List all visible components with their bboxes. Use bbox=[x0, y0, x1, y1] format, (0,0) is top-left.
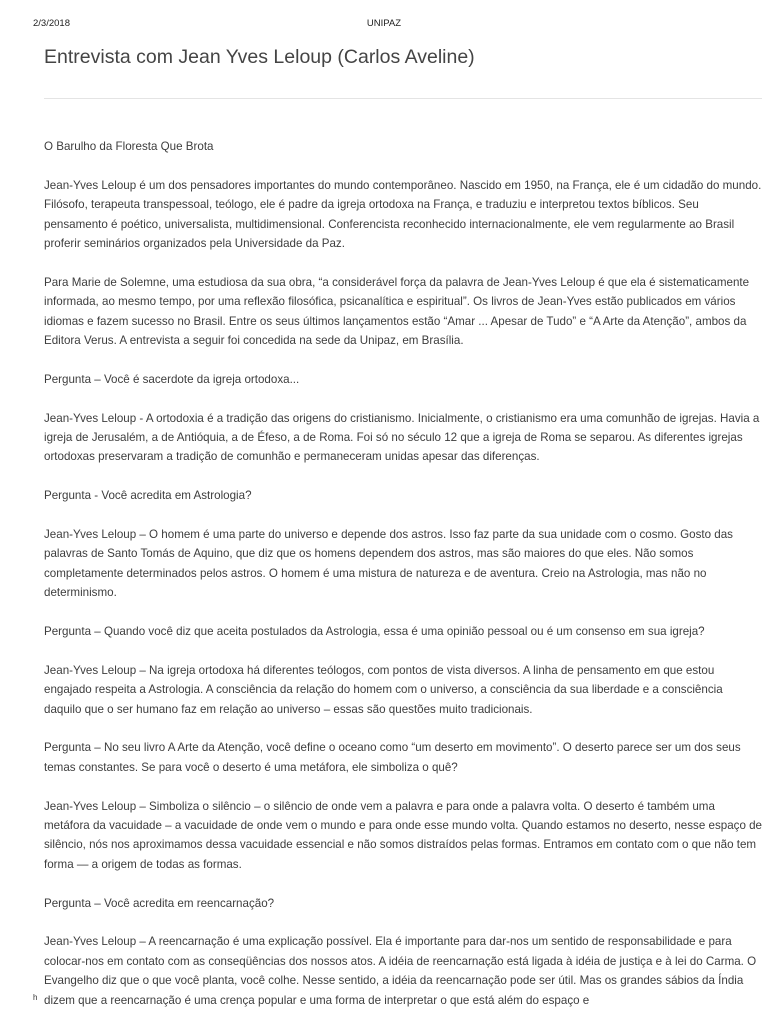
page-title: Entrevista com Jean Yves Leloup (Carlos Aveline) bbox=[44, 46, 475, 68]
interview-question: Pergunta – No seu livro A Arte da Atenção, você define o oceano como “um deserto em movimento”. O deserto parece ser um dos seus temas constantes. Se para você o deserto é uma metáfora, ele simboliza o quê? bbox=[44, 741, 741, 774]
interview-question: Pergunta – Você é sacerdote da igreja ortodoxa... bbox=[44, 372, 300, 386]
article-subtitle: O Barulho da Floresta Que Brota bbox=[44, 140, 214, 153]
interview-question: Pergunta - Você acredita em Astrologia? bbox=[44, 489, 252, 503]
article-body bbox=[44, 137, 762, 1029]
print-header bbox=[0, 18, 768, 32]
interview-question: Pergunta – Você acredita em reencarnação? bbox=[44, 896, 275, 910]
page-marker: h bbox=[33, 993, 38, 1002]
interview-answer: Jean-Yves Leloup – A reencarnação é uma explicação possível. Ela é importante para dar-nos um sentido de responsabilidade e para colocar-nos em contato com as conseqüências dos nossos atos. A idéia de reencarnação está ligada à idéia de justiça e à lei do Carma. O Evangelho diz que o que você planta, você colhe. Nesse sentido, a idéia da reencarnação pode ser útil. Mas os grandes sábios da Índia dizem que a reencarnação é uma crença popular e uma forma de interpretar o que está além do espaço e bbox=[44, 935, 757, 1007]
intro-paragraph: Para Marie de Solemne, uma estudiosa da sua obra, “a considerável força da palavra de Jean-Yves Leloup é que ela é sistematicamente informada, ao mesmo tempo, por uma reflexão filosófica, psicanalítica e espiritual”. Os livros de Jean-Yves estão publicados em vários idiomas e fazem sucesso no Brasil. Entre os seus últimos lançamentos estão “Amar ... Apesar de Tudo” e “A Arte da Atenção”, ambos da Editora Verus. A entrevista a seguir foi concedida na sede da Unipaz, em Brasília. bbox=[44, 275, 750, 348]
print-date: 2/3/2018 bbox=[33, 18, 70, 29]
interview-answer: Jean-Yves Leloup - A ortodoxia é a tradição das origens do cristianismo. Inicialmente, o cristianismo era uma comunhão de igrejas. Havia a igreja de Jerusalém, a de Antióquia, a de Éfeso, a de Roma. Foi só no século 12 que a igreja de Roma se separou. As diferentes igrejas ortodoxas preservaram a tradição de comunhão e permaneceram unidas apesar das diferenças. bbox=[44, 411, 760, 464]
interview-answer: Jean-Yves Leloup – O homem é uma parte do universo e depende dos astros. Isso faz parte da sua unidade com o cosmo. Gosto das palavras de Santo Tomás de Aquino, que diz que os homens dependem dos astros, mas são maiores do que eles. Não somos completamente determinados pelos astros. O homem é uma mistura de natureza e de aventura. Creio na Astrologia, mas não no determinismo. bbox=[44, 528, 733, 600]
intro-paragraph: Jean-Yves Leloup é um dos pensadores importantes do mundo contemporâneo. Nascido em 1950, na França, ele é um cidadão do mundo. Filósofo, terapeuta transpessoal, teólogo, ele é padre da igreja ortodoxa na França, e traduziu e interpretou textos bíblicos. Seu pensamento é poético, universalista, multidimensional. Conferencista reconhecido internacionalmente, ele vem regularmente ao Brasil proferir seminários organizados pela Universidade da Paz. bbox=[44, 178, 762, 251]
interview-answer: Jean-Yves Leloup – Na igreja ortodoxa há diferentes teólogos, com pontos de vista diversos. A linha de pensamento em que estou engajado respeita a Astrologia. A consciência da relação do homem com o universo, a consciência da sua liberdade e a consciência daquilo que o ser humano faz em relação ao universo – essas são questões muito tradicionais. bbox=[44, 663, 723, 716]
interview-question: Pergunta – Quando você diz que aceita postulados da Astrologia, essa é uma opinião pessoal ou é um consenso em sua igreja? bbox=[44, 625, 705, 639]
print-site-name: UNIPAZ bbox=[366, 18, 402, 29]
title-divider bbox=[44, 98, 762, 99]
interview-answer: Jean-Yves Leloup – Simboliza o silêncio – o silêncio de onde vem a palavra e para onde a palavra volta. O deserto é também uma metáfora da vacuidade – a vacuidade de onde vem o mundo e para onde esse mundo volta. Quando estamos no deserto, nesse espaço de silêncio, nós nos aproximamos dessa vacuidade essencial e não somos distraídos pelas formas. Entramos em contato com o que não tem forma — a origem de todas as formas. bbox=[44, 799, 763, 871]
